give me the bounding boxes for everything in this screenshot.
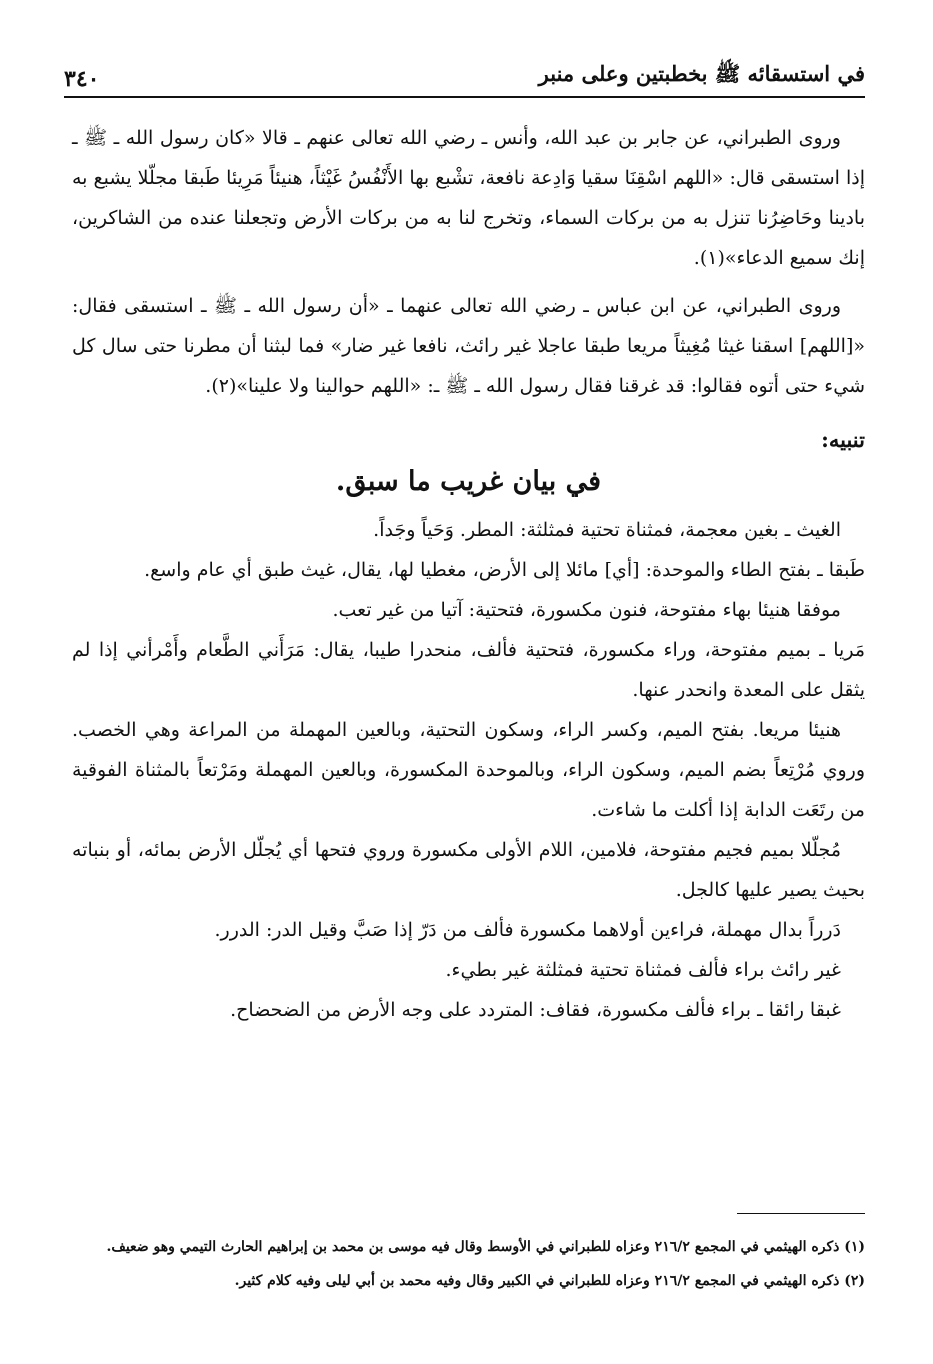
paragraph-tabarani-ibn-abbas: وروى الطبراني، عن ابن عباس ـ رضي الله تعالى عنهما ـ «أن رسول الله ـ ﷺ ـ استسقى فقال: «[اللهم] اسقنا غيثا مُغِيثاً مريعا طبقا عاجلا غير رائث، نافعا غير ضار» فما لبثنا أن مطرنا حتى سال كل شيء حتى أتوه فقالوا: قد غرقنا فقال رسول الله ـ ﷺ ـ: «اللهم حوالينا ولا علينا»(٢). [72, 295, 865, 397]
gloss-tabaqa: طَبقا ـ بفتح الطاء والموحدة: [أي] مائلا إلى الأرض، مغطيا لها، يقال، غيث طبق أي عام واسع. [144, 559, 865, 581]
gloss-haniian: موفقا هنيئا بهاء مفتوحة، فنون مكسورة، فتحتية: آتيا من غير تعب. [332, 599, 841, 621]
footnote-2: (٢) ذكره الهيثمي في المجمع ٢١٦/٢ وعزاه للطبراني في الكبير وقال وفيه محمد بن أبي ليلى وفيه كلام كثير. [234, 1273, 865, 1289]
main-text [72, 118, 865, 1030]
section-title: في بيان غريب ما سبق. [335, 466, 602, 497]
footnotes [60, 1232, 865, 1296]
gloss-mariaa: هنيئا مريعا. بفتح الميم، وكسر الراء، وسكون التحتية، وبالعين المهملة من المراعة وهي الخصب. وروي مُرْتِعاً بضم الميم، وسكون الراء، وبالموحدة المكسورة، وبالعين المهملة ومَرْتعاً بالمثناة الفوقية من رتَعَت الدابة إذا أكلت ما شاءت. [72, 719, 865, 821]
gloss-ghabaq: غبقا رائقا ـ براء فألف مكسورة، فقاف: المتردد على وجه الأرض من الضحضاح. [230, 999, 841, 1021]
gloss-ghayth: الغيث ـ بغين معجمة، فمثناة تحتية فمثلثة: المطر. وَحَياً وجَداً. [373, 519, 841, 541]
gloss-darar: دَرراً بدال مهملة، فراءين أولاهما مكسورة فألف من دَرّ إذا صَبَّ وقيل الدر: الدرر. [214, 919, 841, 941]
running-title: في استسقائه ﷺ بخطبتين وعلى منبر [538, 61, 865, 86]
paragraph-tabarani-jabir: وروى الطبراني، عن جابر بن عبد الله، وأنس ـ رضي الله تعالى عنهم ـ قالا «كان رسول الله ـ ﷺ ـ إذا استسقى قال: «اللهم اسْقِنَا سقيا وَادِعة نافعة، تشْبع بها الأَنْفُسُ غَيْثاً، هنيئاً مَرِيئا طَبقا مجلّلا يشبع به بادينا وحَاضِرُنا تنزل به من بركات السماء، وتخرج لنا به من بركات الأرض وتجعلنا عنده من الشاكرين، إنك سميع الدعاء»(١). [72, 127, 865, 269]
gloss-mujallal: مُجلّلا بميم فجيم مفتوحة، فلامين، اللام الأولى مكسورة وروي فتحها أي يُجلّل الأرض بمائه، أو بنباته بحيث يصير عليها كالجل. [72, 839, 865, 901]
gloss-mariyya: مَريا ـ بميم مفتوحة، وراء مكسورة، فتحتية فألف، منحدرا طيبا، يقال: مَرَأَني الطَّعام وأَمْرأني إذا لم يثقل على المعدة وانحدر عنها. [72, 639, 865, 701]
footnote-separator [737, 1213, 865, 1214]
page-number: ٣٤٠ [64, 66, 100, 92]
gloss-raith: غير رائث براء فألف فمثناة تحتية فمثلثة غير بطيء. [445, 959, 841, 981]
footnote-1: (١) ذكره الهيثمي في المجمع ٢١٦/٢ وعزاه للطبراني في الأوسط وقال فيه موسى بن محمد بن إبراهيم الحارث التيمي وهو ضعيف. [106, 1239, 865, 1255]
page-header [64, 58, 865, 98]
note-label: تنبيه: [821, 427, 865, 452]
